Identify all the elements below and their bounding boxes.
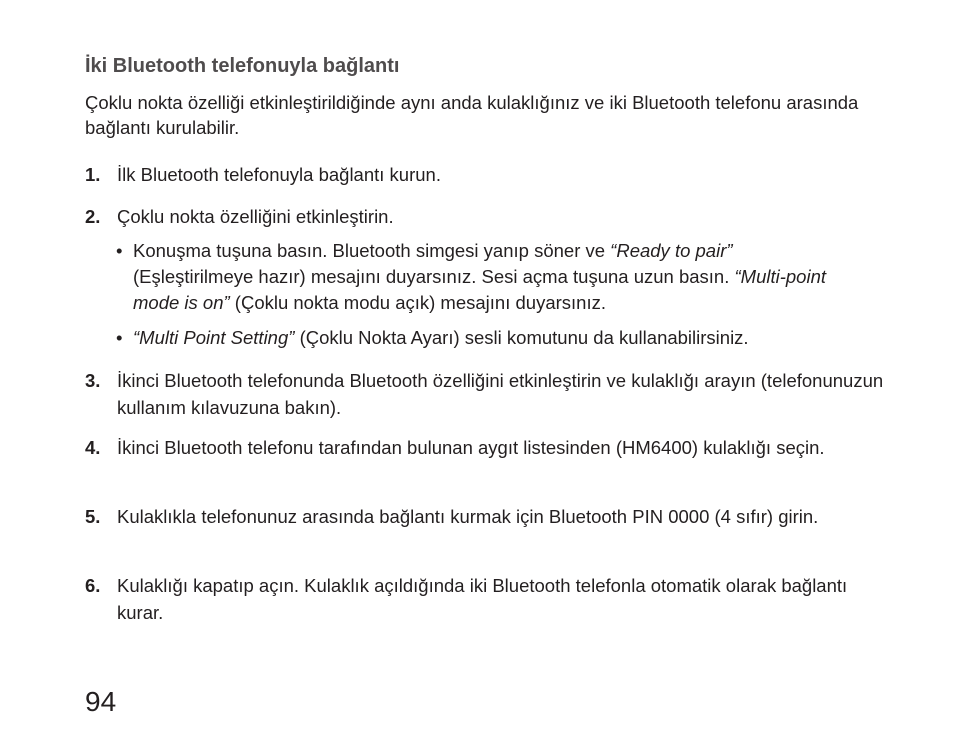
step-3	[85, 367, 885, 421]
step-6	[85, 572, 885, 626]
step-text: Kulaklığı kapatıp açın. Kulaklık açıldığında iki Bluetooth telefonla otomatik olarak bağlantı kurar.	[117, 575, 848, 623]
step-text: İkinci Bluetooth telefonunda Bluetooth özelliğini etkinleştirin ve kulaklığı arayın (telefonunuzun kullanım kılavuzuna bakın).	[117, 370, 884, 418]
step-5	[85, 503, 885, 530]
bullet-dot: •	[116, 240, 123, 261]
step-number: 1.	[85, 164, 101, 185]
step-number: 2.	[85, 206, 101, 227]
step-text: Çoklu nokta özelliğini etkinleştirin.	[117, 206, 394, 227]
section-heading: İki Bluetooth telefonuyla bağlantı	[85, 55, 400, 77]
page-number: 94	[85, 686, 117, 717]
bullet-text-part: (Çoklu nokta modu açık) mesajını duyarsınız.	[229, 292, 606, 313]
step-number: 4.	[85, 437, 101, 458]
voice-prompt-multipoint-on: “Multi-point mode is on”	[133, 266, 827, 313]
step-4	[85, 434, 885, 461]
bullet-text-part: (Eşleştirilmeye hazır) mesajını duyarsınız. Sesi açma tuşuna uzun basın.	[133, 266, 735, 287]
step-1	[85, 161, 885, 188]
bullet-text-part: (Çoklu Nokta Ayarı) sesli komutunu da kullanabilirsiniz.	[294, 327, 749, 348]
step-number: 5.	[85, 506, 101, 527]
bullet-text-part: Konuşma tuşuna basın. Bluetooth simgesi yanıp söner ve	[133, 240, 611, 261]
bullet-item-1	[116, 238, 856, 316]
voice-prompt-ready-to-pair: “Ready to pair”	[610, 240, 733, 261]
step-number: 6.	[85, 575, 101, 596]
step-text: İlk Bluetooth telefonuyla bağlantı kurun.	[117, 164, 441, 185]
intro-paragraph: Çoklu nokta özelliği etkinleştirildiğinde aynı anda kulaklığınız ve iki Bluetooth telefonu arasında bağlantı kurulabilir.	[85, 92, 859, 138]
bullet-text	[133, 325, 856, 351]
step-2	[85, 203, 885, 230]
bullet-dot: •	[116, 327, 123, 348]
bullet-text	[133, 238, 856, 316]
bullet-item-2	[116, 325, 856, 351]
step-number: 3.	[85, 370, 101, 391]
step-text: Kulaklıkla telefonunuz arasında bağlantı kurmak için Bluetooth PIN 0000 (4 sıfır) girin.	[117, 506, 819, 527]
voice-command-multi-point-setting: “Multi Point Setting”	[133, 327, 295, 348]
step-text: İkinci Bluetooth telefonu tarafından bulunan aygıt listesinden (HM6400) kulaklığı seçin.	[117, 437, 825, 458]
